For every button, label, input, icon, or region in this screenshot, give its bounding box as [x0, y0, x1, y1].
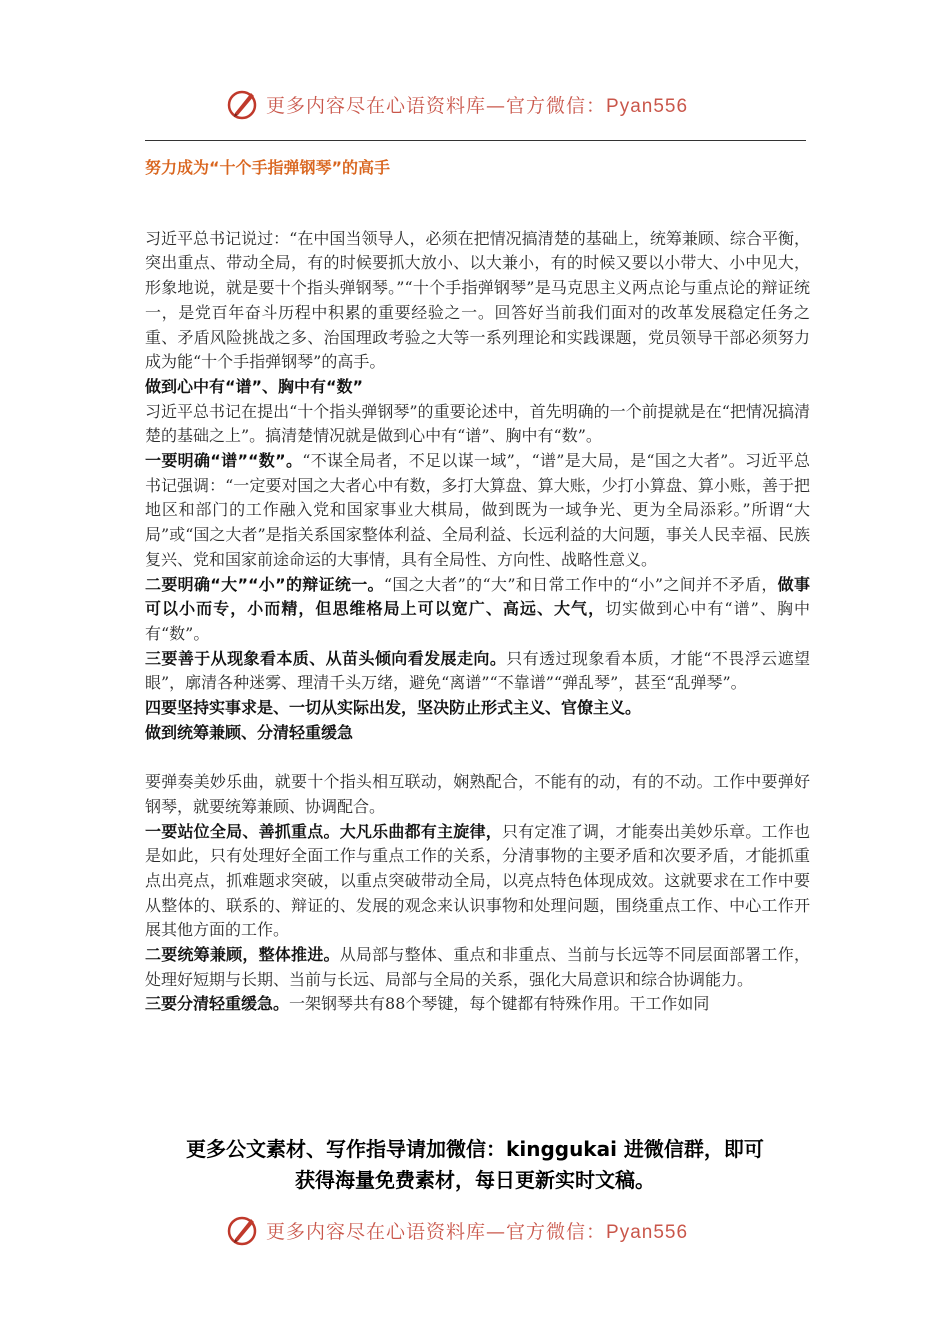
point-emphasis: 做事可以小而专，小而精，但思维格局上可以宽广、高远、大气，: [145, 574, 810, 619]
point-text: 一架钢琴共有88个琴键，每个键都有特殊作用。干工作如同: [289, 994, 710, 1014]
document-title: 努力成为“十个手指弹钢琴”的高手: [145, 158, 391, 177]
section2-point-1: [145, 820, 810, 944]
promo-line-1: 更多公文素材、写作指导请加微信：kinggukai 进微信群，即可: [186, 1137, 764, 1161]
banner-text: 更多内容尽在心语资料库—官方微信：Pyan556: [266, 94, 689, 117]
promo-line-2: 获得海量免费素材，每日更新实时文稿。: [295, 1168, 655, 1192]
section2-point-3: [145, 992, 810, 1017]
banner-wechat-id: Pyan556: [606, 95, 689, 117]
spacer: [145, 745, 810, 770]
point-text: 只有定准了调，才能奏出美妙乐章。工作也是如此，只有处理好全面工作与重点工作的关系，分清事物的主要矛盾和次要矛盾，才能抓重点出亮点，抓难题求突破，以重点突破带动全局，以亮点特色体现成效。这就要求在工作中要从整体的、联系的、辩证的、发展的观念来认识事物和处理问题，围绕重点工作、中心工作开展其他方面的工作。: [145, 821, 810, 940]
point-text: 只有透过现象看本质，才能“不畏浮云遮望眼”，廓清各种迷雾、理清千头万绪，避免“离谱”“不靠谱”“弹乱琴”，甚至“乱弹琴”。: [145, 648, 810, 693]
header-divider: [145, 140, 806, 141]
section1-point-3: [145, 647, 810, 696]
footer-banner: [226, 1208, 726, 1252]
point-text: 从局部与整体、重点和非重点、当前与长远等不同层面部署工作，处理好短期与长期、当前与长远、局部与全局的关系，强化大局意识和综合协调能力。: [145, 945, 810, 989]
section1-heading: 做到心中有“谱”、胸中有“数”: [145, 376, 364, 396]
banner-wechat-id: Pyan556: [606, 1221, 689, 1243]
point-text: “国之大者”的“大”和日常工作中的“小”之间并不矛盾，: [383, 574, 778, 594]
point-lead: 三要分清轻重缓急。: [145, 994, 290, 1014]
banner-text: 更多内容尽在心语资料库—官方微信：Pyan556: [266, 1220, 689, 1243]
point-text: 切实做到心中有“谱”、胸中有“数”。: [145, 599, 810, 643]
point-lead: 一要站位全局、善抓重点。大凡乐曲都有主旋律，: [145, 821, 502, 841]
document-body: [145, 202, 810, 1017]
intro-paragraph: 习近平总书记说过：“在中国当领导人，必须在把情况搞清楚的基础上，统筹兼顾、综合平衡，突出重点、带动全局，有的时候要抓大放小、以大兼小，有的时候又要以小带大、小中见大，形象地说，就是要十个指头弹钢琴。”“十个手指弹钢琴”是马克思主义两点论与重点论的辩证统一，是党百年奋斗历程中积累的重要经验之一。回答好当前我们面对的改革发展稳定任务之重、矛盾风险挑战之多、治国理政考验之大等一系列理论和实践课题，党员领导干部必须努力成为能“十个手指弹钢琴”的高手。: [145, 228, 810, 372]
point-text: “不谋全局者，不足以谋一域”，“谱”是大局，是“国之大者”。习近平总书记强调：“一定要对国之大者心中有数，多打大算盘、算大账，少打小算盘、算小账，善于把地区和部门的工作融入党和国家事业大棋局，做到既为一域争光、更为全局添彩。”所谓“大局”或“国之大者”是指关系国家整体利益、全局利益、长远利益的大问题，事关人民幸福、民族复兴、党和国家前途命运的大事情，具有全局性、方向性、战略性意义。: [145, 451, 810, 569]
point-lead: 二要统筹兼顾，整体推进。: [145, 945, 340, 965]
pen-circle-logo-icon: [226, 1213, 260, 1247]
section2-point-2: [145, 943, 810, 992]
section1-lead: 习近平总书记在提出“十个指头弹钢琴”的重要论述中，首先明确的一个前提就是在“把情况搞清楚的基础之上”。搞清楚情况就是做到心中有“谱”、胸中有“数”。: [145, 401, 810, 446]
section2-heading: 做到统筹兼顾、分清轻重缓急: [145, 722, 354, 742]
point-lead: 二要明确“大”“小”的辩证统一。: [145, 574, 384, 594]
header-banner: [226, 82, 726, 126]
section2-lead: 要弹奏美妙乐曲，就要十个指头相互联动，娴熟配合，不能有的动，有的不动。工作中要弹好钢琴，就要统筹兼顾、协调配合。: [145, 772, 810, 816]
section1-point-4: [145, 696, 810, 721]
spacer: [145, 202, 810, 227]
point-lead: 一要明确“谱”“数”。: [145, 451, 303, 471]
section1-point-2: [145, 573, 810, 647]
promo-callout: [120, 1134, 830, 1196]
point-lead: 三要善于从现象看本质、从苗头倾向看发展走向。: [145, 648, 507, 668]
point-lead: 四要坚持实事求是、一切从实际出发，坚决防止形式主义、官僚主义。: [145, 698, 642, 718]
pen-circle-logo-icon: [226, 87, 260, 121]
section1-point-1: [145, 449, 810, 573]
